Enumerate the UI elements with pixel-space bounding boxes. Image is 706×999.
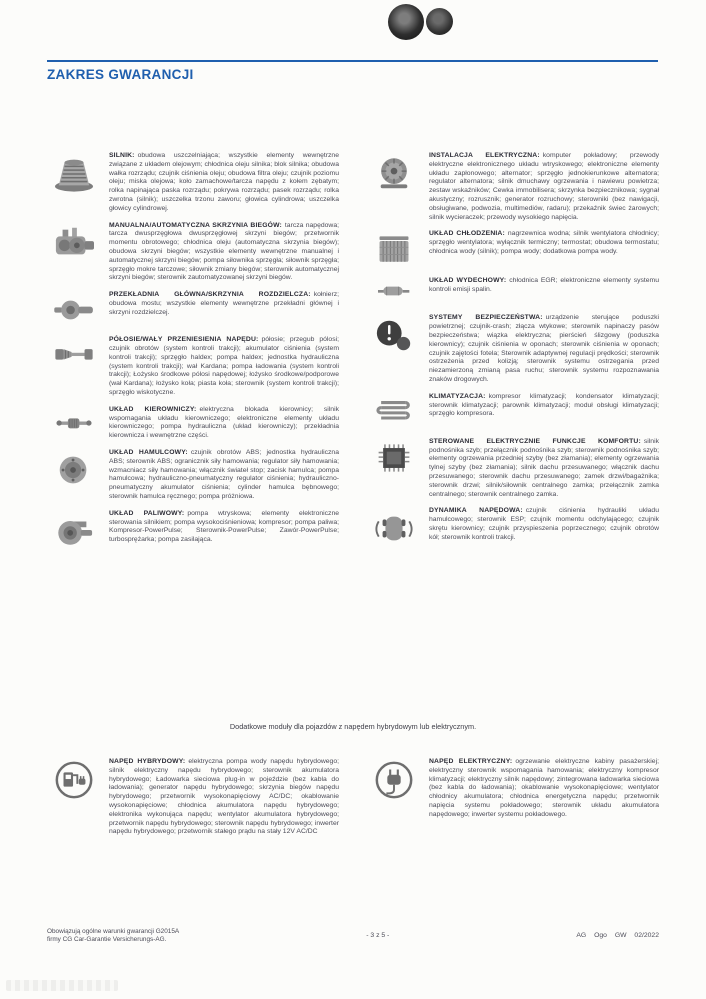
section-engine [47, 152, 339, 214]
section-body: kompresor klimatyzacji; kondensator klimatyzacji; sterownik klimatyzacji; parownik klimatyzacji; moduł obsługi klimatyzacji; sprzęgło kompresora. [429, 392, 659, 418]
section-title: SILNIK: [109, 152, 135, 159]
hybrid-drive-icon [47, 758, 101, 837]
turbocharger-icon [47, 510, 101, 551]
section-text [429, 277, 659, 306]
footer [47, 928, 659, 945]
section-body: chłodnica EGR; elektroniczne elementy systemu kontroli emisji spalin. [429, 277, 659, 294]
ac-coil-icon [367, 393, 421, 430]
section-body: elektryczna blokada kierownicy; silnik wspomagania układu kierowniczego; elektroniczne elementy układu kierowniczego; pompa hydrauliczna (układ kierowniczy); przekładnia kierownicza i wewnętrzne części. [109, 405, 339, 440]
section-text [109, 406, 339, 441]
car-dynamics-icon [367, 507, 421, 548]
differential-icon [47, 291, 101, 328]
section-text [429, 507, 659, 548]
section-text [109, 758, 339, 837]
muffler-icon [367, 277, 421, 306]
section-text [429, 393, 659, 430]
airbag-warning-icon [367, 314, 421, 384]
section-body: tarcza napędowa; tarcza dwusprzęgłowa dwusprzęgłowej skrzyni biegów; przetwornik momentu obrotowego; chłodnica oleju (automatyczna skrzynia biegów); obudowa skrzyni biegów; wszystkie elementy wewnętrzne manualnej i automatycznej skrzyni biegów; pompa siłownika sprzęgła; siłownik sprzęgła; sprzęgło mokre tarczowe; siłownik zmiany biegów; sterownik automatycznej skrzyni biegów; sterownik zautomatyzowanej skrzyni biegów. [109, 221, 339, 282]
section-text [109, 222, 339, 284]
section-body: silnik podnośnika szyb; przełącznik podnośnika szyb; sterownik podnośnika szyb; elementy ogrzewania przedniej szyby (bez złamania); elementy ogrzewania tylnej szyby (bez złamania); silnik dachu przesuwanego; włącznik dachu przesuwanego; sterownik dachu przesuwanego; zamek drzwi/bagażnika; sterownik drzwi; silnik/siłownik centralnego zamka; przełącznik zamka centralnego; sterownik centralnego zamka. [429, 437, 659, 498]
bottom-columns [47, 758, 659, 845]
section-body: nagrzewnica wodna; silnik wentylatora chłodnicy; sprzęgło wentylatora; wyłącznik termiczny; termostat; obudowa termostatu; chłodnica wody (silnik); pompa wody; dodatkowa pompa wody. [429, 230, 659, 255]
section-steering [47, 406, 339, 441]
section-brakes [47, 449, 339, 502]
section-text [109, 152, 339, 214]
section-body: komputer pokładowy; przewody elektryczne elektronicznego układu wtryskowego; elektroniczne elementy układu zapłonowego; alternator; sprzęgło jednokierunkowe alternatora; regulator alternatora; silnik dmuchawy ogrzewania i nawiewu powietrza; zestaw wskaźników; Cewka immobilisera; skrzynka bezpiecznikowa; sygnał akustyczny; rozrusznik; generator rozruchowy; sterowniki (bez nawigacji, obsługiwane, podwozia, multimediów, radaru); przekaźnik świec żarowych; silnik wycieraczek; przewody wysokiego napięcia. [429, 152, 659, 221]
scan-artifact-icons [388, 2, 468, 44]
section-title: INSTALACJA ELEKTRYCZNA: [429, 152, 540, 159]
section-text [429, 438, 659, 500]
driveshaft-icon [47, 336, 101, 398]
section-driveshaft [47, 336, 339, 398]
watermark [6, 980, 118, 991]
section-hybrid [47, 758, 339, 837]
section-text [109, 291, 339, 328]
page-number: - 3 z 5 - [366, 932, 390, 939]
section-body: pompa wtryskowa; elementy elektroniczne sterowania silnikiem; pompa wysokociśnieniowa; kompresor; pompa paliwa; Kompresor-PowerPulse; Sterownik-PowerPulse; Zawór-PowerPulse; turbosprężarka; pompa zasilająca. [109, 509, 339, 544]
section-title: NAPĘD ELEKTRYCZNY: [429, 758, 513, 765]
section-safety [367, 314, 659, 384]
engine-icon [47, 152, 101, 214]
section-body: urządzenie sterujące poduszki powietrznej; czujnik-crash; złącza wtykowe; sterownik napinaczy pasów bezpieczeństwa; wiązka elektryczna; pierścień ślizgowy (poduszka kierownicy); czujnik ciśnienia w oponach; sterownik ciśnienia w oponach; czujnik zajętości fotela; Sterownik adaptywnej regulacji prędkości; sterownik ostrzeżenia przed kolizją; sterownik systemu ostrzegania przed niezamierzoną zmianą pasa ruchu; sterownik systemu rozpoznawania znaków drogowych. [429, 314, 659, 383]
right-column [367, 152, 659, 559]
divider-note: Dodatkowe moduły dla pojazdów z napędem hybrydowym lub elektrycznym. [229, 722, 477, 731]
section-title: UKŁAD PALIWOWY: [109, 509, 185, 517]
section-title: UKŁAD WYDECHOWY: [429, 277, 507, 285]
section-title: PRZEKŁADNIA GŁÓWNA/SKRZYNIA ROZDZIELCZA: [109, 291, 311, 299]
section-title: STEROWANE ELEKTRYCZNIE FUNKCJE KOMFORTU: [429, 437, 641, 445]
section-differential [47, 291, 339, 328]
alternator-icon [367, 152, 421, 222]
gear-photo-icon-large [388, 4, 424, 40]
section-body: czujnik obrotów ABS; jednostka hydrauliczna ABS; sterownik ABS; ogranicznik siły hamowania; regulator siły hamowania; wzmacniacz siły hamowania; włącznik świateł stop; zacisk hamulca; pompa hamulcowa; hydrauliczno-pneumatyczny regulator ciśnienia; hydrauliczno-pneumatyczny akumulator ciśnienia; cylinder hamulca bębnowego; sterownik hamulca ręcznego; pompa próżniowa. [109, 448, 339, 500]
left-column [47, 152, 339, 559]
page-title: ZAKRES GWARANCJI [47, 67, 194, 82]
section-text [429, 230, 659, 269]
section-text [109, 336, 339, 398]
footer-note-line2: firmy CG Car-Garantie Versicherungs-AG. [47, 936, 167, 944]
section-body: czujnik ciśnienia hydrauliki układu hamulcowego; sterownik ESP; czujnik momentu odchylającego; czujnik skrętu kierownicy; czujnik przyspieszenia poprzecznego; czujnik obrotów kół; sterownik kontroli trakcji. [429, 507, 659, 541]
brake-drum-icon [47, 449, 101, 502]
footer-code: AG Ogo GW 02/2022 [576, 932, 659, 939]
section-body: kołnierz; obudowa mostu; wszystkie elementy wewnętrzne przekładni głównej i skrzyni rozdzielczej. [109, 291, 339, 316]
section-gearbox [47, 222, 339, 284]
section-title: UKŁAD HAMULCOWY: [109, 448, 188, 456]
steering-rack-icon [47, 406, 101, 441]
section-text [109, 510, 339, 551]
gear-photo-icon-small [426, 8, 453, 35]
section-body: półosie; przegub pólosi; czujnik obrotów (system kontroli trakcji); akumulator ciśnienia (system kontroli trakcji); sprzęgło haldex; pompa haldex; jednostka hydrauliczna (system kontroli trakcji); wał Kardana; pompa ładowania (system kontroli trakcji); Łożysko środkowe pólosi napędowej; łożysko środkowe/podporowe (wał Kardana); łożysko koła; piasta koła; sterownik (system kontroli trakcji); sprzęgło wiskotyczne. [109, 336, 339, 396]
chip-icon [367, 438, 421, 500]
section-text [109, 449, 339, 502]
section-title: PÓŁOSIE/WAŁY PRZENIESIENIA NAPĘDU: [109, 336, 259, 344]
section-text [429, 152, 659, 222]
electric-plug-icon [367, 758, 421, 837]
section-exhaust [367, 277, 659, 306]
section-text [429, 758, 659, 837]
section-comfort [367, 438, 659, 500]
section-title: SYSTEMY BEZPIECZEŃSTWA: [429, 314, 543, 322]
section-fuel [47, 510, 339, 551]
section-title: MANUALNA/AUTOMATYCZNA SKRZYNIA BIEGÓW: [109, 221, 282, 229]
section-cooling [367, 230, 659, 269]
gearbox-icon [47, 222, 101, 284]
section-body: elektryczna pompa wody napędu hybrydowego; silnik elektryczny napędu hybrydowego; sterownik akumulatora hybrydowego; Ładowarka sieciowa plug-in w pojeździe (bez kabla do ładowania); generator napędu hybrydowego; skrzynia biegów napędu hybrydowego; przetwornik wysokonapięciowy AC/DC; okablowanie wysokonapięciowe; chłodnica akumulatora napędu hybrydowego; elektronika wykonująca napędu; wentylator akumulatora hybrydowego; przetwornik napędu hybrydowego; sterownik napędu hybrydowego; inwerter napędu hybrydowego; przetwornik stałego prądu na stały 12V AC/DC [109, 758, 340, 836]
section-title: KLIMATYZACJA: [429, 392, 486, 400]
footer-note-line1: Obowiązują ogólne warunki gwarancji G2015A [47, 928, 180, 935]
section-title: UKŁAD KIEROWNICZY: [109, 405, 197, 413]
section-body: obudowa uszczelniająca; wszystkie elementy wewnętrzne związane z układem olejowym; chłodnica oleju silnika; blok silnika; obudowa wałka rozrządu; czujnik ciśnienia oleju; obudowa filtra oleju; czujnik poziomu oleju; miska olejowa; koło zamachowe/tarcza napędu z kołem zębatym; rolka napinająca paska rozrządu; pokrywa rozrządu; pasek rozrządu; rolka zwrotna (silnik); uszczelka trzonu zaworu; głowica cylindrowa; uszczelka głowicy cylindrowej. [109, 152, 339, 212]
section-title: NAPĘD HYBRYDOWY: [109, 758, 186, 765]
radiator-icon [367, 230, 421, 269]
section-body: ogrzewanie elektryczne kabiny pasażerskiej; elektryczny sterownik wspomagania hamowania; elektryczny kompresor klimatyzacji; elektryczny silnik napędowy; zintegrowana ładowarka sieciowa (bez kabla do ładowania); okablowanie wysokonapięciowe; wentylator chłodnicy akumulatora; chłodnica energetyczna napędu; przetwornik napięcia systemu pokładowego; sterownik układu akumulatora napędowego; inwerter systemu pokładowego. [429, 758, 659, 818]
section-dynamics [367, 507, 659, 548]
header-rule [47, 60, 658, 62]
section-title: DYNAMIKA NAPĘDOWA: [429, 507, 523, 515]
footer-note [47, 928, 179, 945]
section-electrical [367, 152, 659, 222]
warranty-columns [47, 152, 659, 559]
section-electric [367, 758, 659, 837]
section-text [429, 314, 659, 384]
section-title: UKŁAD CHŁODZENIA: [429, 230, 505, 238]
section-ac [367, 393, 659, 430]
